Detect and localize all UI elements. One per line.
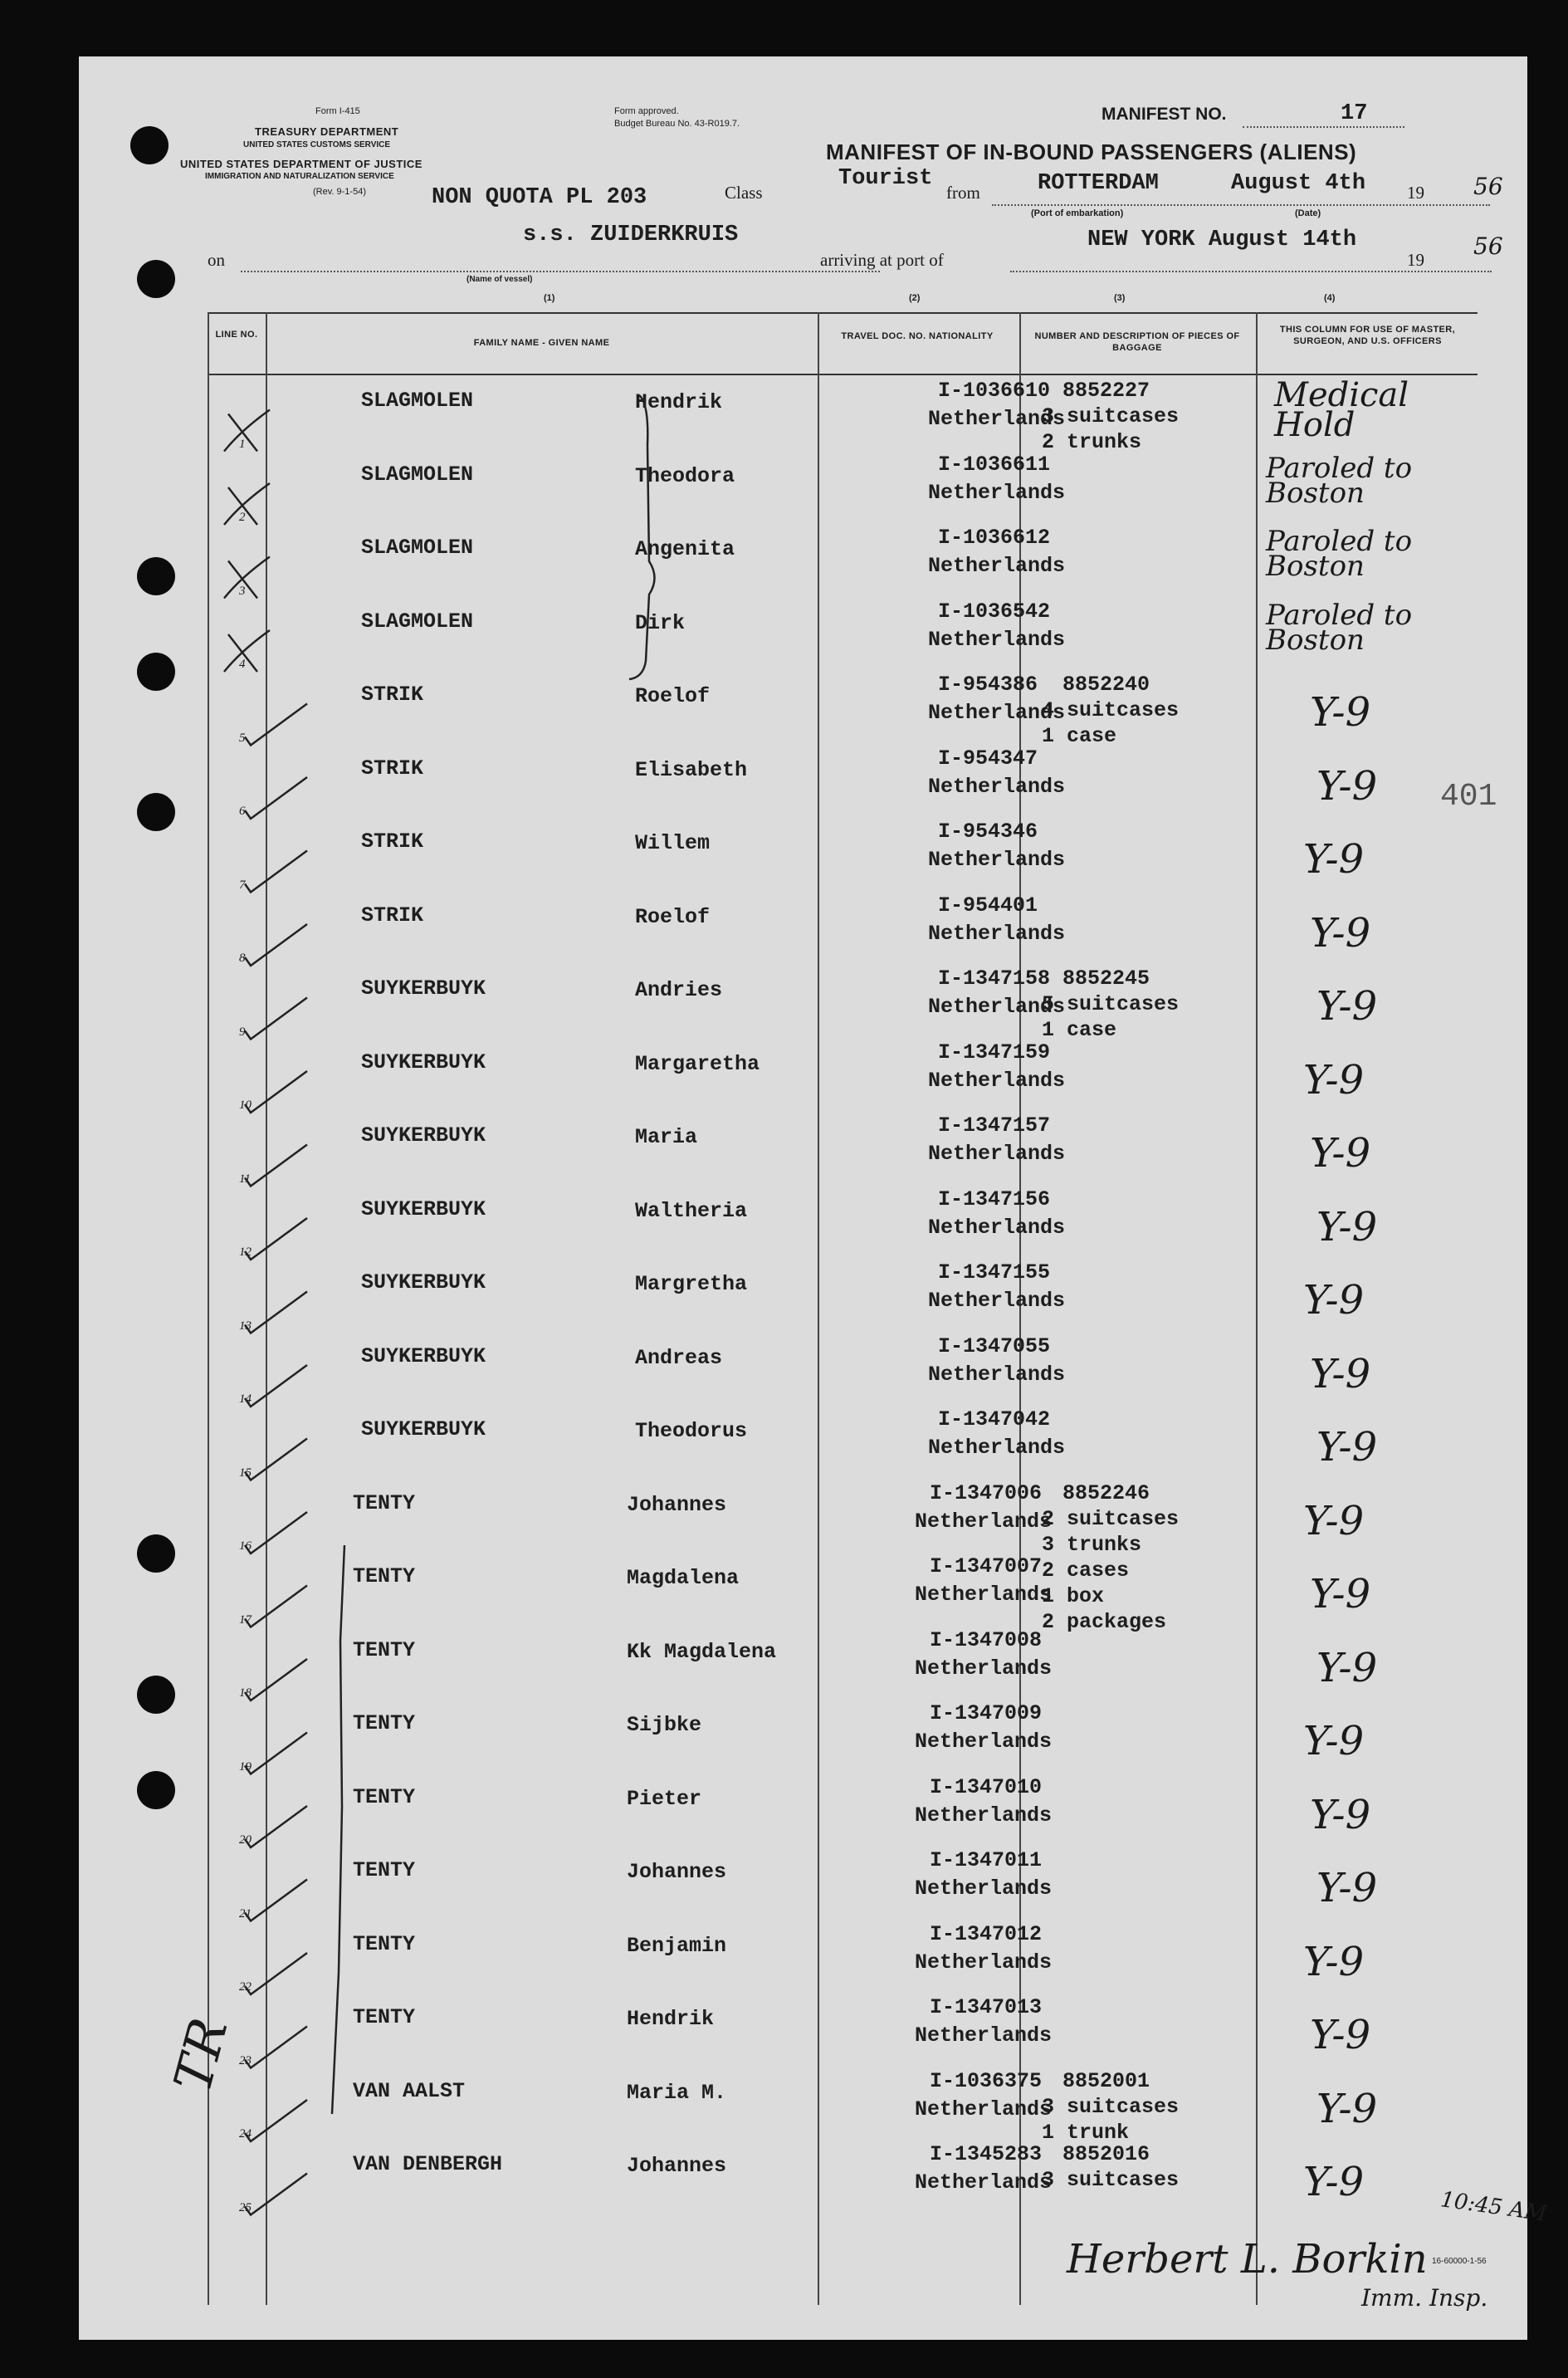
dept-treasury: TREASURY DEPARTMENT (255, 125, 399, 138)
y9-mark: Y-9 (1316, 2085, 1378, 2132)
given-name: Johannes (627, 1492, 727, 1517)
check-mark (245, 924, 307, 966)
arrival-time: 10:45 AM (1439, 2187, 1549, 2227)
given-name: Johannes (627, 1860, 727, 1884)
given-name: Willem (635, 831, 711, 855)
family-name: SLAGMOLEN (361, 609, 474, 634)
family-name: SUYKERBUYK (361, 1417, 486, 1441)
family-name: SLAGMOLEN (361, 389, 474, 413)
given-name: Roelof (635, 684, 711, 708)
family-name: SLAGMOLEN (361, 462, 474, 487)
family-name: SUYKERBUYK (361, 1123, 486, 1147)
travel-doc-number: I-1347156 (938, 1187, 1051, 1211)
given-name: Kk Magdalena (627, 1639, 777, 1664)
given-name: Hendrik (627, 2007, 715, 2031)
y9-mark: Y-9 (1303, 1718, 1365, 1764)
travel-doc-number: I-954401 (938, 893, 1038, 917)
y9-mark: Y-9 (1310, 1791, 1371, 1838)
line-number: 13 (239, 1319, 252, 1333)
footer-code: 16-60000-1-56 (1432, 2257, 1487, 2266)
line-number: 5 (239, 731, 246, 745)
given-name: Maria (635, 1125, 698, 1149)
col-number-4: (4) (1324, 293, 1336, 303)
travel-doc-number: I-1347042 (938, 1407, 1051, 1431)
nationality: Netherlands (915, 1876, 1053, 1901)
line-number: 22 (239, 1980, 252, 1994)
inspector-title: Imm. Insp. (1361, 2284, 1488, 2312)
family-name: SUYKERBUYK (361, 1196, 486, 1221)
baggage-line: 8852001 (1062, 2068, 1150, 2093)
port-embark-caption: (Port of embarkation) (1031, 208, 1124, 218)
family-name: TENTY (353, 1490, 416, 1515)
nationality: Netherlands (915, 1509, 1053, 1534)
travel-doc-number: I-1347006 (930, 1480, 1043, 1505)
y9-mark: Y-9 (1316, 1865, 1378, 1911)
family-name: STRIK (361, 756, 424, 780)
line-number: 7 (239, 878, 246, 892)
baggage-line: 1 case (1042, 724, 1117, 748)
family-bracket (332, 1545, 344, 2114)
passenger-table (208, 312, 1478, 2305)
travel-doc-number: I-1347011 (930, 1848, 1043, 1872)
y9-mark: Y-9 (1310, 1571, 1371, 1617)
check-mark (224, 483, 270, 525)
margin-number-401: 401 (1440, 779, 1497, 815)
family-name: STRIK (361, 683, 424, 707)
medical-hold-note: Medical Hold (1274, 376, 1409, 444)
y9-mark: Y-9 (1310, 689, 1371, 736)
year-1: 56 (1473, 173, 1503, 200)
punch-hole (137, 260, 175, 298)
travel-doc-number: I-1347009 (930, 1701, 1043, 1725)
line-number: 2 (239, 511, 246, 524)
manifest-label: MANIFEST NO. (1102, 105, 1227, 124)
family-name: STRIK (361, 903, 424, 927)
check-mark (245, 1439, 307, 1480)
travel-doc-number: I-1347159 (938, 1040, 1051, 1064)
nationality: Netherlands (928, 554, 1066, 578)
revision: (Rev. 9-1-54) (313, 187, 366, 197)
nationality: Netherlands (928, 1068, 1066, 1093)
given-name: Benjamin (627, 1933, 727, 1958)
class-label: Class (725, 183, 763, 203)
punch-hole (130, 126, 169, 164)
line-number: 1 (239, 437, 246, 451)
travel-doc-number: I-1036375 (930, 2068, 1043, 2093)
line-number: 20 (239, 1833, 252, 1847)
punch-hole (137, 653, 175, 691)
travel-doc-number: I-954346 (938, 820, 1038, 844)
y9-mark: Y-9 (1303, 1056, 1365, 1103)
baggage-line: 8852246 (1062, 1480, 1150, 1505)
family-name: TENTY (353, 1858, 416, 1882)
check-mark (245, 1145, 307, 1187)
check-mark (245, 1365, 307, 1407)
given-name: Pieter (627, 1786, 702, 1811)
y9-mark: Y-9 (1316, 983, 1378, 1030)
col-number-1: (1) (544, 293, 555, 303)
check-mark (245, 2027, 307, 2068)
y9-mark: Y-9 (1310, 909, 1371, 957)
port-of-arrival: NEW YORK August 14th (1087, 228, 1357, 252)
given-name: Waltheria (635, 1198, 748, 1223)
travel-doc-number: I-1036612 (938, 526, 1051, 550)
punch-hole (137, 557, 175, 595)
nationality: Netherlands (915, 2097, 1053, 2121)
given-name: Theodorus (635, 1419, 748, 1443)
family-name: STRIK (361, 829, 424, 854)
line-number: 18 (239, 1686, 252, 1700)
check-mark (245, 1292, 307, 1333)
nationality: Netherlands (915, 1950, 1053, 1974)
nationality: Netherlands (928, 1436, 1066, 1460)
family-name: TENTY (353, 1564, 416, 1588)
y9-mark: Y-9 (1303, 1938, 1365, 1985)
given-name: Dirk (635, 610, 686, 635)
family-name: TENTY (353, 2005, 416, 2029)
y9-mark: Y-9 (1316, 1203, 1378, 1250)
check-mark (245, 1806, 307, 1847)
nationality: Netherlands (928, 848, 1066, 872)
given-name: Angenita (635, 537, 735, 561)
travel-doc-number: I-1345283 (930, 2142, 1043, 2166)
col-number-2: (2) (909, 293, 921, 303)
nationality: Netherlands (928, 480, 1066, 505)
travel-doc-number: I-1347010 (930, 1774, 1043, 1799)
check-mark (245, 1586, 307, 1627)
baggage-line: 3 trunks (1042, 1532, 1142, 1557)
punch-hole (137, 1534, 175, 1573)
line-number: 12 (239, 1245, 252, 1259)
travel-doc-number: I-1347008 (930, 1627, 1043, 1652)
year-label-2: 19 (1407, 250, 1424, 270)
baggage-line: 5 suitcases (1042, 992, 1180, 1016)
class-value: Tourist (838, 166, 933, 191)
family-name: TENTY (353, 1637, 416, 1662)
nationality: Netherlands (928, 1215, 1066, 1240)
nationality: Netherlands (928, 1289, 1066, 1313)
travel-doc-number: I-1347155 (938, 1260, 1051, 1284)
nationality: Netherlands (915, 1656, 1053, 1681)
baggage-line: 8852227 (1062, 379, 1150, 403)
travel-doc-number: I-1036542 (938, 599, 1051, 624)
quota-type: NON QUOTA PL 203 (432, 185, 647, 210)
nationality: Netherlands (928, 1362, 1066, 1387)
line-number: 8 (239, 952, 246, 965)
nationality: Netherlands (928, 701, 1066, 725)
manifest-title: MANIFEST OF IN-BOUND PASSENGERS (ALIENS) (826, 139, 1357, 164)
check-mark (245, 1733, 307, 1774)
line-number: 16 (239, 1539, 252, 1553)
nationality: Netherlands (915, 1803, 1053, 1828)
check-mark (245, 777, 307, 819)
port-of-embarkation: ROTTERDAM (1038, 171, 1159, 196)
line-number: 24 (239, 2127, 252, 2141)
baggage-line: 8852240 (1062, 673, 1150, 697)
nationality: Netherlands (928, 627, 1066, 652)
travel-doc-number: I-1347055 (938, 1333, 1051, 1358)
header-baggage: NUMBER AND DESCRIPTION OF PIECES OF BAGGAGE (1034, 331, 1240, 353)
baggage-line: 2 suitcases (1042, 1506, 1180, 1531)
baggage-line: 2 trunks (1042, 430, 1142, 454)
y9-mark: Y-9 (1316, 1644, 1378, 1691)
given-name: Andreas (635, 1345, 723, 1370)
nationality: Netherlands (928, 921, 1066, 946)
travel-doc-number: I-1347158 (938, 966, 1051, 991)
y9-mark: Y-9 (1310, 2012, 1371, 2058)
family-bracket (629, 395, 655, 679)
vessel-caption: (Name of vessel) (466, 275, 533, 284)
line-number: 23 (239, 2053, 252, 2067)
arriving-label: arriving at port of (820, 250, 944, 270)
punch-hole (137, 1676, 175, 1714)
punch-hole (137, 793, 175, 831)
nationality: Netherlands (915, 1730, 1053, 1754)
line-number: 10 (239, 1098, 252, 1112)
given-name: Margaretha (635, 1051, 760, 1076)
header-line-no: LINE NO. (215, 330, 258, 340)
travel-doc-number: I-954386 (938, 673, 1038, 697)
family-name: TENTY (353, 1784, 416, 1809)
given-name: Andries (635, 978, 723, 1002)
nationality: Netherlands (928, 1142, 1066, 1166)
y9-mark: Y-9 (1303, 2159, 1365, 2205)
check-mark (245, 1218, 307, 1260)
check-mark (224, 557, 270, 599)
nationality: Netherlands (915, 1583, 1053, 1607)
family-name: VAN AALST (353, 2078, 466, 2103)
header-name: FAMILY NAME - GIVEN NAME (473, 338, 610, 348)
form-number: Form I-415 (315, 106, 360, 116)
travel-doc-number: I-1347007 (930, 1554, 1043, 1578)
y9-mark: Y-9 (1310, 1130, 1371, 1177)
line-number: 6 (239, 805, 246, 818)
paroled-note: Paroled to Boston (1266, 451, 1413, 510)
manifest-number: 17 (1341, 101, 1368, 126)
budget-bureau: Budget Bureau No. 43-R019.7. (614, 119, 740, 129)
baggage-line: 8852245 (1062, 966, 1150, 991)
baggage-line: 3 suitcases (1042, 2094, 1180, 2119)
family-name: VAN DENBERGH (353, 2152, 503, 2176)
year-2: 56 (1473, 232, 1503, 260)
date-caption: (Date) (1295, 208, 1321, 218)
given-name: Maria M. (627, 2080, 727, 2105)
travel-doc-number: I-1347012 (930, 1921, 1043, 1946)
baggage-line: 1 case (1042, 1018, 1117, 1042)
given-name: Sijbke (627, 1713, 702, 1737)
manifest-page (79, 56, 1549, 2340)
y9-mark: Y-9 (1303, 1497, 1365, 1544)
on-label: on (208, 250, 225, 270)
vessel-name: s.s. ZUIDERKRUIS (523, 223, 739, 247)
travel-doc-number: I-1347013 (930, 1995, 1043, 2019)
y9-mark: Y-9 (1303, 836, 1365, 883)
given-name: Johannes (627, 2154, 727, 2178)
nationality: Netherlands (928, 995, 1066, 1019)
family-name: TENTY (353, 1711, 416, 1735)
given-name: Hendrik (635, 390, 723, 414)
travel-doc-number: I-1347157 (938, 1113, 1051, 1138)
line-number: 4 (239, 658, 246, 671)
inspector-signature: Herbert L. Borkin (1067, 2236, 1428, 2283)
col-number-3: (3) (1114, 293, 1126, 303)
travel-doc-number: I-1036610 (938, 379, 1051, 403)
year-label: 19 (1407, 183, 1424, 203)
travel-doc-number: I-954347 (938, 746, 1038, 771)
check-mark (245, 1071, 307, 1113)
line-number: 14 (239, 1392, 252, 1406)
given-name: Magdalena (627, 1566, 740, 1590)
y9-mark: Y-9 (1316, 1424, 1378, 1470)
line-number: 21 (239, 1906, 252, 1921)
check-mark (245, 1953, 307, 1994)
given-name: Margretha (635, 1272, 748, 1296)
check-mark (245, 998, 307, 1040)
baggage-line: 1 box (1042, 1583, 1105, 1608)
nationality: Netherlands (928, 407, 1066, 431)
family-name: SUYKERBUYK (361, 1270, 486, 1294)
family-name: SUYKERBUYK (361, 976, 486, 1001)
dept-justice-sub: IMMIGRATION AND NATURALIZATION SERVICE (205, 172, 394, 181)
punch-hole (137, 1771, 175, 1809)
nationality: Netherlands (928, 774, 1066, 799)
given-name: Theodora (635, 463, 735, 488)
check-mark (245, 1880, 307, 1921)
y9-mark: Y-9 (1310, 1350, 1371, 1397)
baggage-line: 3 suitcases (1042, 2168, 1180, 2192)
embarkation-date: August 4th (1231, 171, 1366, 196)
header-officers: THIS COLUMN FOR USE OF MASTER, SURGEON, AND U.S. OFFICERS (1279, 325, 1456, 346)
nationality: Netherlands (915, 2170, 1053, 2195)
check-mark (224, 410, 270, 452)
y9-mark: Y-9 (1316, 762, 1378, 810)
baggage-line: 3 suitcases (1042, 404, 1180, 428)
check-marks (208, 312, 1478, 2305)
dept-justice: UNITED STATES DEPARTMENT OF JUSTICE (180, 158, 423, 170)
check-mark (245, 851, 307, 893)
given-name: Elisabeth (635, 757, 748, 782)
nationality: Netherlands (915, 2023, 1053, 2048)
check-mark (245, 2174, 307, 2215)
check-mark (245, 2100, 307, 2141)
line-number: 15 (239, 1465, 252, 1480)
baggage-line: 2 packages (1042, 1609, 1167, 1634)
family-name: SLAGMOLEN (361, 536, 474, 560)
baggage-line: 8852016 (1062, 2142, 1150, 2166)
check-mark (245, 704, 307, 746)
form-approved: Form approved. (614, 106, 679, 116)
given-name: Roelof (635, 904, 711, 929)
check-mark (245, 1512, 307, 1554)
dept-treasury-sub: UNITED STATES CUSTOMS SERVICE (243, 140, 391, 149)
baggage-line: 1 trunk (1042, 2120, 1130, 2145)
travel-doc-number: I-1036611 (938, 452, 1051, 477)
paroled-note: Paroled to Boston (1266, 598, 1413, 657)
line-number: 17 (239, 1612, 252, 1627)
family-name: SUYKERBUYK (361, 1343, 486, 1368)
line-number: 9 (239, 1025, 246, 1039)
header-travel-doc: TRAVEL DOC. NO. NATIONALITY (841, 331, 994, 341)
line-number: 19 (239, 1759, 252, 1774)
check-mark (245, 1659, 307, 1700)
family-name: TENTY (353, 1931, 416, 1956)
line-number: 11 (239, 1172, 251, 1186)
y9-mark: Y-9 (1303, 1277, 1365, 1324)
check-mark (224, 630, 270, 672)
baggage-line: 2 cases (1042, 1558, 1130, 1583)
line-number: 3 (239, 584, 246, 598)
from-label: from (946, 183, 980, 203)
baggage-line: 4 suitcases (1042, 698, 1180, 722)
paroled-note: Paroled to Boston (1266, 525, 1413, 583)
line-number: 25 (239, 2200, 252, 2214)
family-name: SUYKERBUYK (361, 1050, 486, 1074)
margin-initials: TR (162, 2011, 240, 2098)
